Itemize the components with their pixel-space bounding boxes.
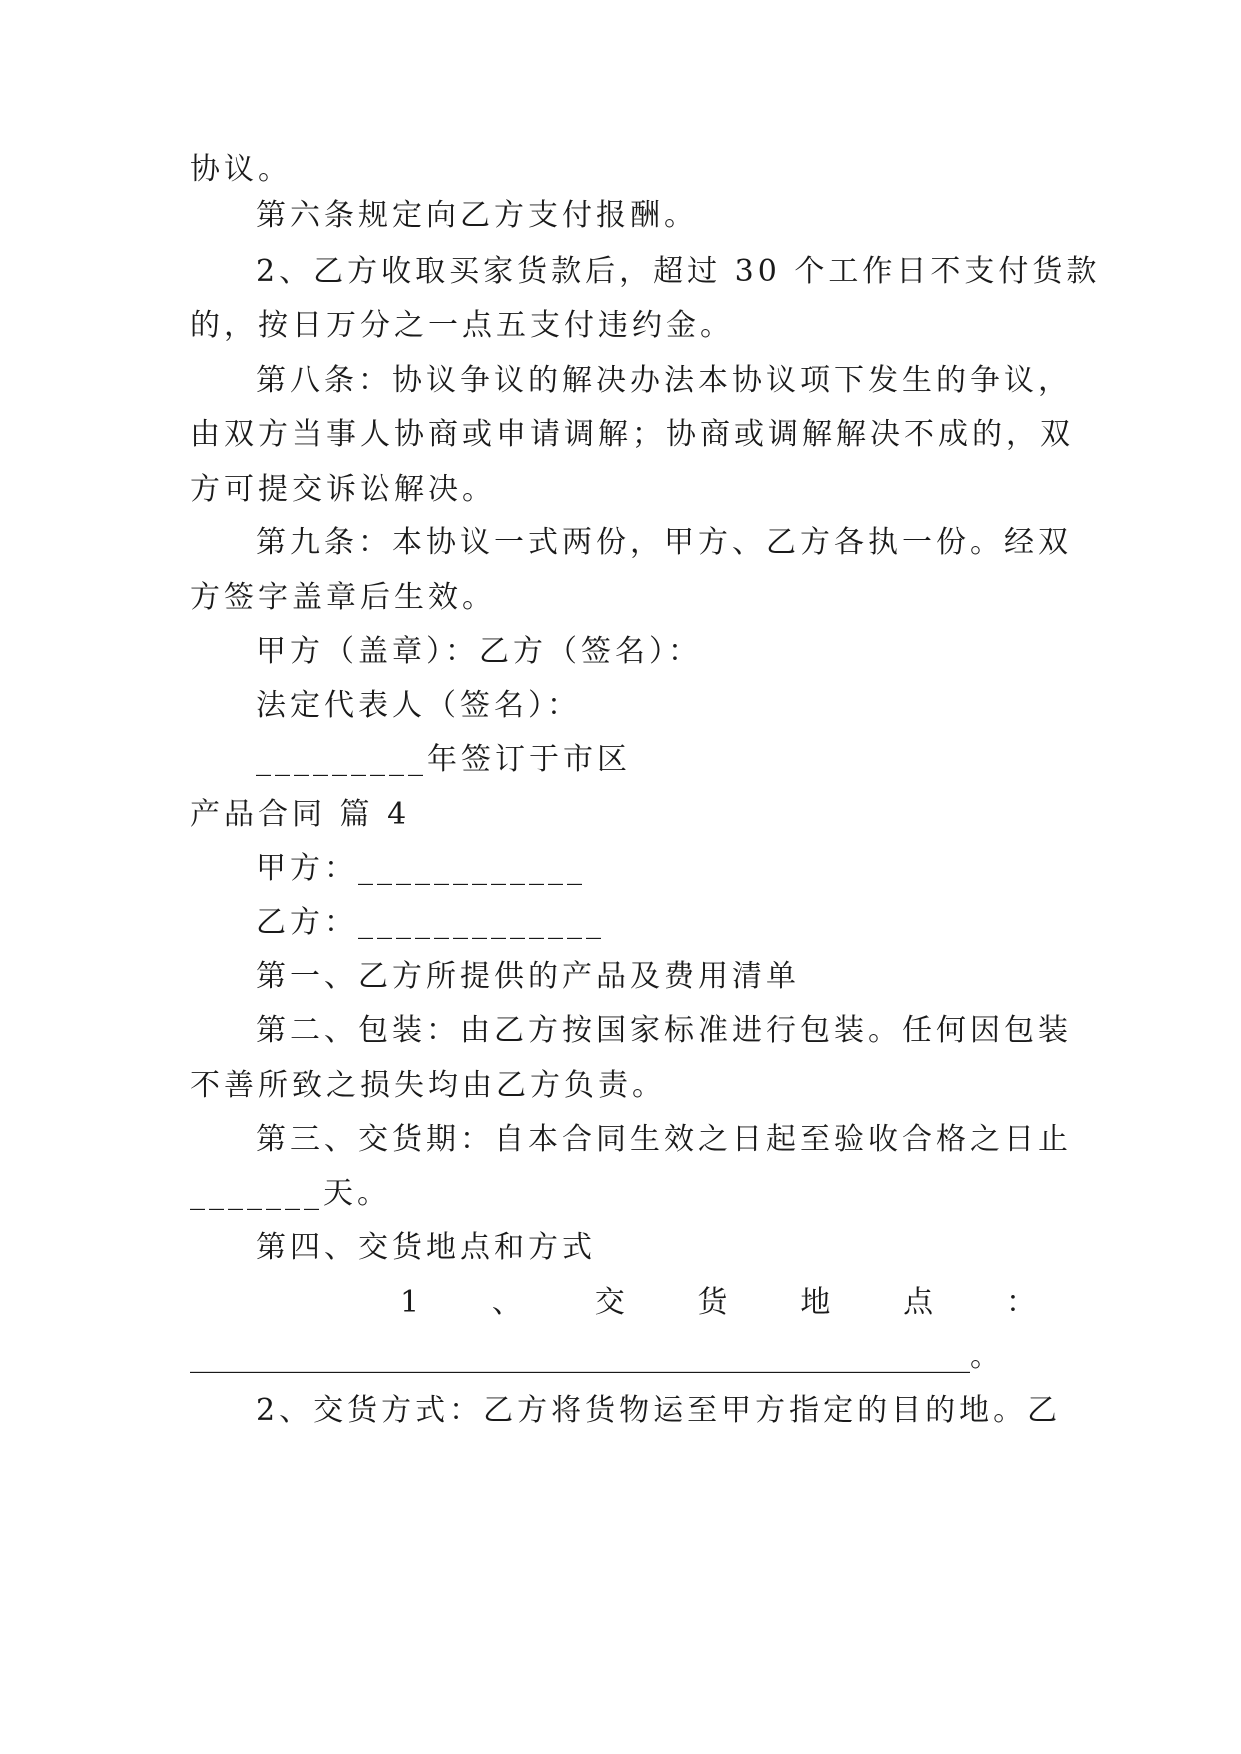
text-line: 第二、包装：由乙方按国家标准进行包装。任何因包装 bbox=[256, 1013, 1072, 1048]
text-line: 第三、交货期：自本合同生效之日起至验收合格之日止 bbox=[256, 1122, 1072, 1157]
text-fragment: ： bbox=[1005, 1285, 1040, 1320]
text-line: _______天。 bbox=[190, 1176, 391, 1211]
signature-line-representative: 法定代表人（签名）： bbox=[256, 688, 581, 723]
text-line: 第四、交货地点和方式 bbox=[256, 1230, 596, 1265]
party-a-field: 甲方：____________ bbox=[256, 851, 586, 886]
text-fragment: 地 bbox=[800, 1285, 835, 1320]
signing-date-line: _________年签订于市区 bbox=[256, 742, 631, 777]
delivery-location-blank: ____________________________________________________。 bbox=[190, 1339, 1000, 1374]
text-line: 方签字盖章后生效。 bbox=[190, 580, 496, 615]
text-line: 第九条：本协议一式两份，甲方、乙方各执一份。经双 bbox=[256, 525, 1072, 560]
text-line: 第八条：协议争议的解决办法本协议项下发生的争议， bbox=[256, 363, 1072, 398]
section-heading: 产品合同 篇 4 bbox=[190, 797, 411, 832]
text-fragment: 1 bbox=[400, 1285, 424, 1320]
text-line: 方可提交诉讼解决。 bbox=[190, 472, 496, 507]
signature-line-parties: 甲方（盖章）：乙方（签名）： bbox=[256, 634, 702, 669]
text-line: 不善所致之损失均由乙方负责。 bbox=[190, 1068, 666, 1103]
text-line: 2、交货方式：乙方将货物运至甲方指定的目的地。乙 bbox=[256, 1393, 1062, 1428]
text-fragment: 点 bbox=[903, 1285, 938, 1320]
party-b-field: 乙方：_____________ bbox=[256, 905, 605, 940]
text-fragment: 货 bbox=[697, 1285, 732, 1320]
text-line: 第六条规定向乙方支付报酬。 bbox=[256, 198, 698, 233]
text-line: 的，按日万分之一点五支付违约金。 bbox=[190, 308, 734, 343]
text-line: 第一、乙方所提供的产品及费用清单 bbox=[256, 959, 800, 994]
text-line: 协议。 bbox=[190, 152, 292, 187]
delivery-location-line bbox=[400, 1283, 1040, 1323]
text-fragment: 交 bbox=[594, 1285, 629, 1320]
text-fragment: 、 bbox=[491, 1285, 526, 1320]
text-line: 2、乙方收取买家货款后，超过 30 个工作日不支付货款 bbox=[256, 254, 1101, 289]
text-line: 由双方当事人协商或申请调解；协商或调解解决不成的，双 bbox=[190, 417, 1074, 452]
